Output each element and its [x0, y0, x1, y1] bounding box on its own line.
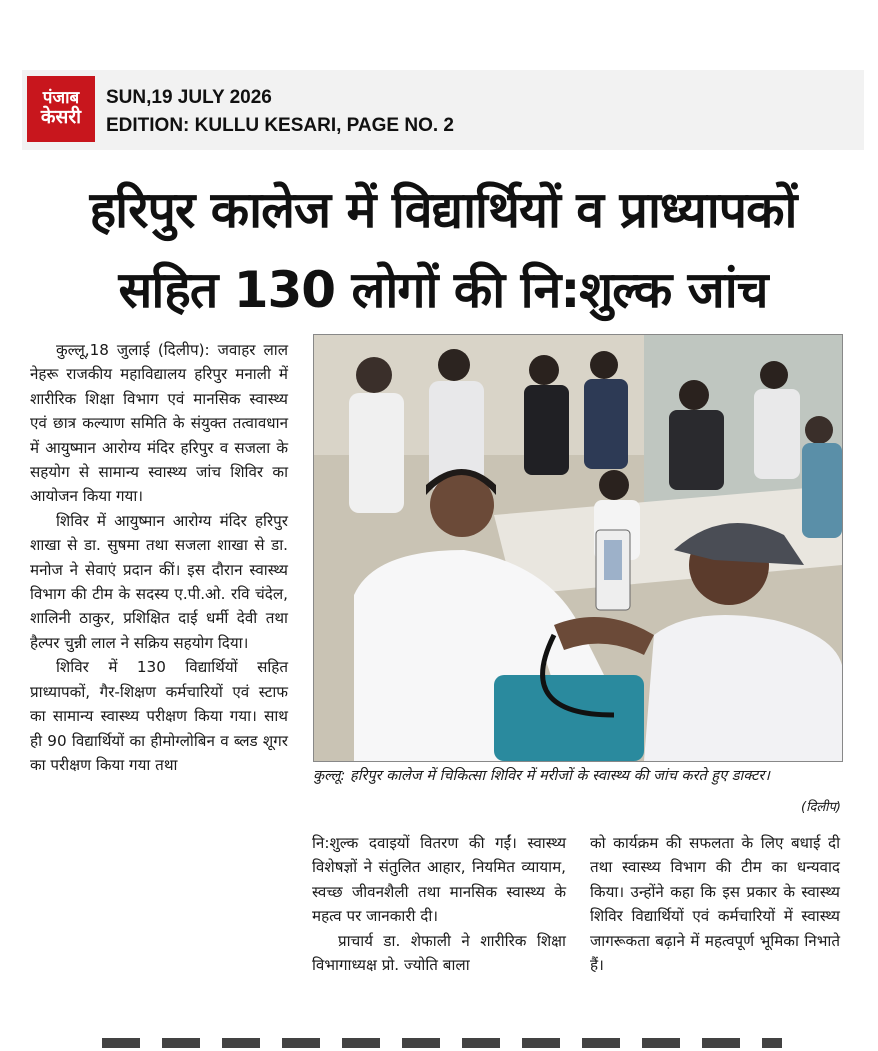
paragraph: नि:शुल्क दवाइयों वितरण की गईं। स्वास्थ्य विशेषज्ञों ने संतुलित आहार, नियमित व्यायाम, स्वच्छ जीवनशैली तथा मानसिक स्वास्थ्य के महत्व पर जानकारी दी। [312, 834, 566, 926]
punjab-kesari-logo [27, 76, 95, 142]
next-article-cropped [22, 1030, 864, 1051]
paragraph: प्राचार्य डा. शेफाली ने शारीरिक शिक्षा विभागाध्यक्ष प्रो. ज्योति बाला [312, 931, 566, 975]
paragraph: शिविर में आयुष्मान आरोग्य मंदिर हरिपुर शाखा से डा. सुषमा तथा सजला शाखा से डा. मनोज ने सेवाएं प्रदान कीं। इस दौरान स्वास्थ्य विभाग की टीम के सदस्य ए.पी.ओ. रवि चंदेल, शालिनी ठाकुर, प्रशिक्षित दाई धर्मी देवी तथा हैल्पर चुन्नी लाल ने सक्रिय सहयोग दिया। [30, 511, 288, 652]
photo-caption: कुल्लू: हरिपुर कालेज में चिकित्सा शिविर में मरीजों के स्वास्थ्य की जांच करते हुए डाक्टर। [313, 768, 770, 784]
news-photo [313, 334, 843, 762]
article-column-3 [590, 831, 840, 977]
cropped-headline-fragment [102, 1038, 782, 1048]
publication-date: SUN,19 JULY 2026 [106, 87, 272, 108]
article-column-2 [312, 831, 566, 977]
headline-line-1: हरिपुर कालेज में विद्यार्थियों व प्राध्यापकों [89, 181, 797, 239]
logo-line-1: पंजाब [42, 88, 80, 109]
headline-line-2: सहित 130 लोगों की नि:शुल्क जांच [118, 261, 768, 319]
paragraph: को कार्यक्रम की सफलता के लिए बधाई दी तथा स्वास्थ्य विभाग की टीम का धन्यवाद किया। उन्होंने कहा कि इस प्रकार के स्वास्थ्य शिविर विद्यार्थियों एवं कर्मचारियों में स्वास्थ्य जागरूकता बढ़ाने में महत्वपूर्ण भूमिका निभाते हैं। [590, 834, 840, 975]
logo-line-2: केसरी [40, 105, 82, 128]
health-camp-photo [314, 335, 842, 761]
edition-page: EDITION: KULLU KESARI, PAGE NO. 2 [106, 115, 455, 136]
article-column-1 [30, 338, 288, 777]
article-headline [22, 170, 864, 330]
photo-credit: (दिलीप) [801, 800, 841, 815]
paragraph: शिविर में 130 विद्यार्थियों सहित प्राध्यापकों, गैर-शिक्षण कर्मचारियों एवं स्टाफ का सामान्य स्वास्थ्य परीक्षण किया गया। साथ ही 90 विद्यार्थियों का हीमोग्लोबिन व ब्लड शूगर का परीक्षण किया गया तथा [30, 658, 288, 774]
edition-info [106, 84, 454, 140]
paragraph: कुल्लू,18 जुलाई (दिलीप): जवाहर लाल नेहरू राजकीय महाविद्यालय हरिपुर मनाली में शारीरिक शिक्षा विभाग एवं मानसिक स्वास्थ्य एवं छात्र कल्याण समिति के संयुक्त तत्वावधान में आयुष्मान आरोग्य मंदिर हरिपुर व सजला के सहयोग से सामान्य स्वास्थ्य जांच शिविर का आयोजन किया गया। [30, 341, 288, 506]
